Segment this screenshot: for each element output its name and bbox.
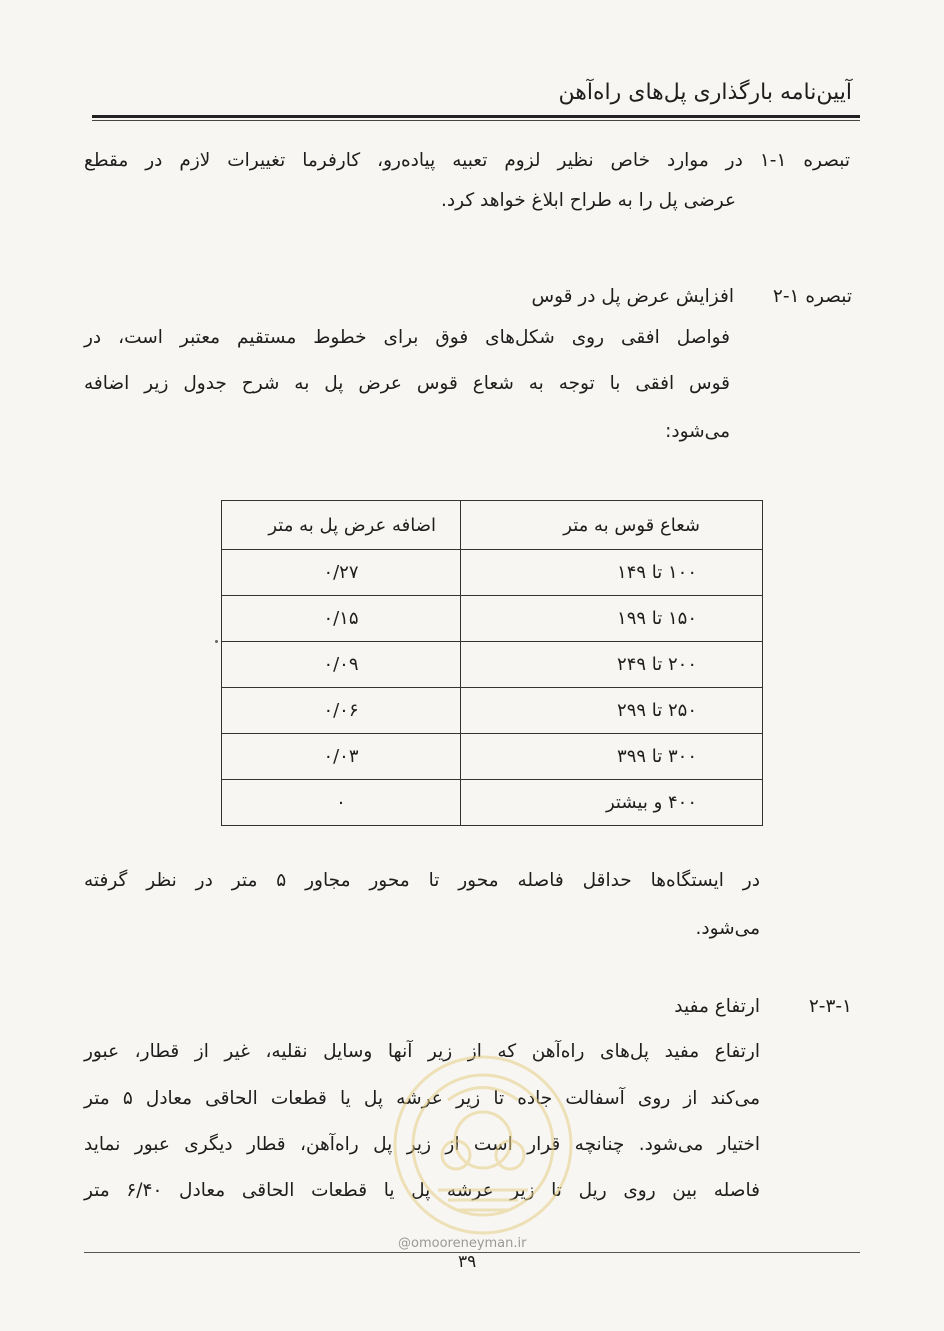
table-cell-widening: ۰/۰۶ [222,688,461,734]
note-1-2-label: تبصره ۱-۲ [772,286,852,307]
curve-widening-table [221,500,763,826]
section-2-3-1-title: ارتفاع مفید [674,996,760,1017]
table-cell-widening: ۰/۱۵ [222,596,461,642]
note-1-1-line-2: عرضی پل را به طراح ابلاغ خواهد کرد. [441,190,736,211]
section-2-3-1-line-1: ارتفاع مفید پل‌های راه‌آهن که از زیر آنها وسایل نقلیه، غیر از قطار، عبور [84,1041,760,1062]
table-header-widening: اضافه عرض پل به متر [222,501,461,550]
header-rule-thick [92,115,860,118]
table-cell-radius: ۴۰۰ و بیشتر [461,780,763,826]
note-1-2-line-1: فواصل افقی روی شکل‌های فوق برای خطوط مستقیم معتبر است، در [84,327,730,348]
page-header-title: آیین‌نامه بارگذاری پل‌های راه‌آهن [558,80,852,105]
header-rule-thin [92,120,860,121]
table-row [222,642,763,688]
section-2-3-1-line-3: اختیار می‌شود. چنانچه قرار است از زیر پل راه‌آهن، قطار دیگری عبور نماید [84,1134,760,1155]
table-row [222,734,763,780]
table-row [222,688,763,734]
note-1-2-line-2: قوس افقی با توجه به شعاع قوس عرض پل به شرح جدول زیر اضافه [84,373,730,394]
table-row [222,596,763,642]
watermark-seal-icon [378,1040,588,1250]
table-cell-widening: ۰ [222,780,461,826]
section-2-3-1-line-2: می‌کند از روی آسفالت جاده تا زیر عرشه پل یا قطعات الحاقی معادل ۵ متر [84,1088,760,1109]
stations-line-1: در ایستگاه‌ها حداقل فاصله محور تا محور مجاور ۵ متر در نظر گرفته [84,870,760,891]
page-number: ۳۹ [458,1252,477,1272]
note-1-2-line-3: می‌شود: [665,421,730,442]
table-cell-radius: ۳۰۰ تا ۳۹۹ [461,734,763,780]
table-row [222,550,763,596]
table-cell-widening: ۰/۰۹ [222,642,461,688]
table-cell-radius: ۱۵۰ تا ۱۹۹ [461,596,763,642]
table-cell-radius: ۲۰۰ تا ۲۴۹ [461,642,763,688]
scan-speck [215,640,218,643]
note-1-1-line-1: تبصره ۱-۱ در موارد خاص نظیر لزوم تعبیه پیاده‌رو، کارفرما تغییرات لازم در مقطع [84,150,850,171]
footer-website: @omooreneyman.ir [398,1236,527,1251]
table-cell-widening: ۰/۲۷ [222,550,461,596]
stations-line-2: می‌شود. [695,918,760,939]
table-header-row [222,501,763,550]
note-1-2-title: افزایش عرض پل در قوس [531,286,734,307]
section-2-3-1-label: ۲-۳-۱ [808,996,852,1017]
table-row [222,780,763,826]
table-cell-radius: ۲۵۰ تا ۲۹۹ [461,688,763,734]
table-cell-widening: ۰/۰۳ [222,734,461,780]
table-cell-radius: ۱۰۰ تا ۱۴۹ [461,550,763,596]
table-header-radius: شعاع قوس به متر [461,501,763,550]
section-2-3-1-line-4: فاصله بین روی ریل تا زیر عرشه پل یا قطعات الحاقی معادل ۶/۴۰ متر [84,1180,760,1201]
